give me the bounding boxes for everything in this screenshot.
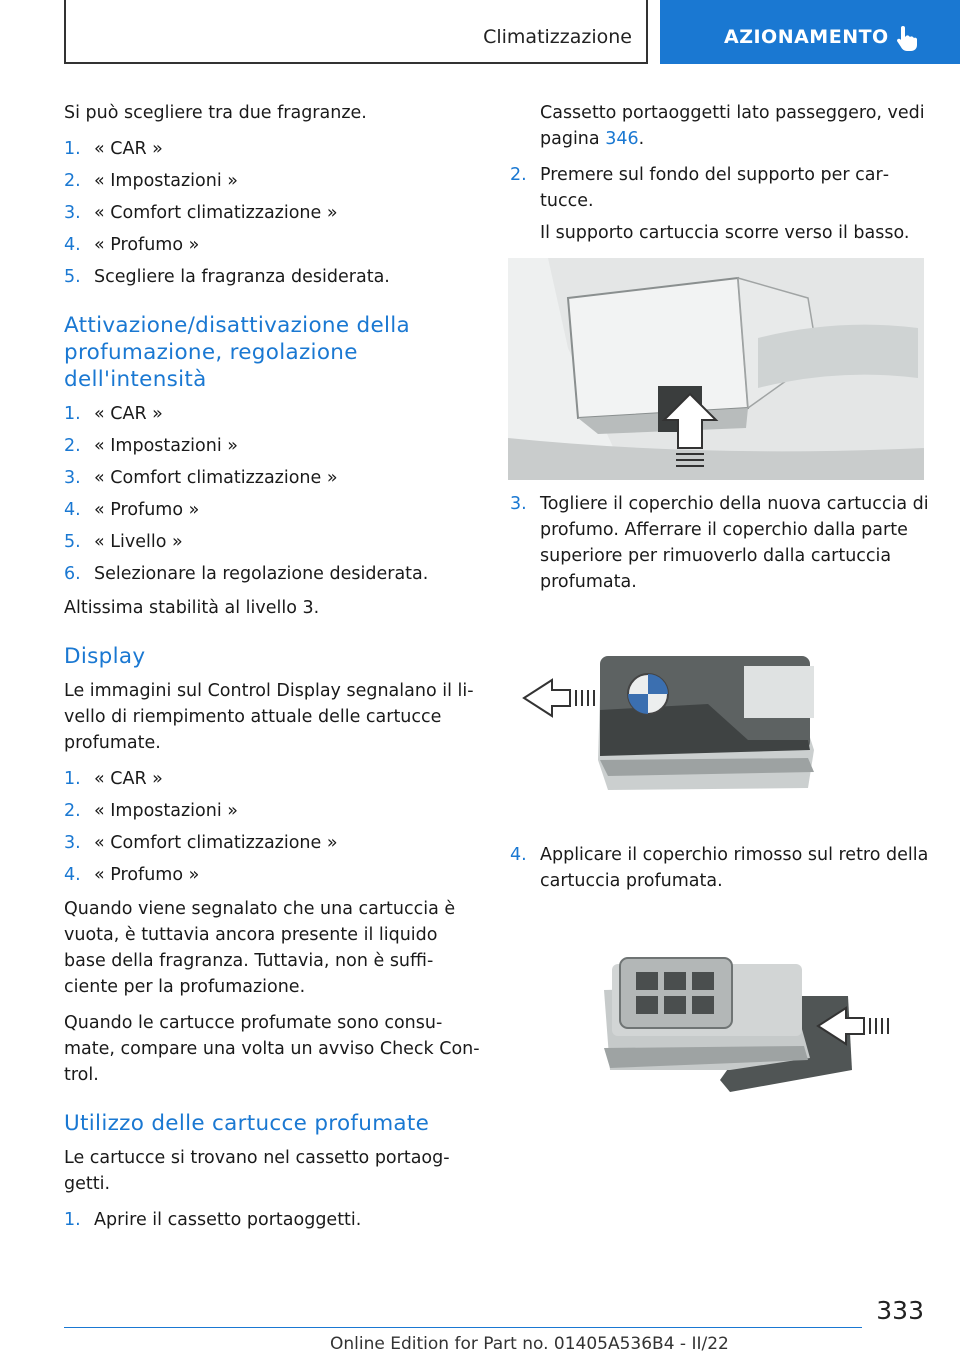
list-item: 1. Aprire il cassetto portaoggetti. bbox=[64, 1210, 362, 1230]
right-column-step4 bbox=[510, 842, 930, 900]
list-item: 3. « Comfort climatizzazione » bbox=[64, 203, 338, 223]
page-number: 333 bbox=[876, 1296, 924, 1325]
list-item: 1. « CAR » bbox=[64, 139, 163, 159]
heading-display: Display bbox=[64, 644, 146, 669]
section-title: AZIONAMENTO bbox=[724, 26, 889, 48]
heading-cartridge-use: Utilizzo delle cartucce profumate bbox=[64, 1111, 430, 1136]
list-item: 1. « CAR » bbox=[64, 404, 163, 424]
left-column bbox=[64, 100, 480, 1241]
list-item: 4. Applicare il coperchio rimosso sul retro della cartuccia profumata. bbox=[510, 845, 929, 891]
header-chapter-box bbox=[64, 0, 648, 64]
heading-activation: Attivazione/disattivazione della profumazione, regolazione dell'intensità bbox=[64, 313, 410, 392]
step2-result: Il supporto cartuccia scorre verso il basso. bbox=[540, 223, 910, 243]
right-column bbox=[510, 100, 930, 256]
cartridge-steps bbox=[64, 1207, 480, 1233]
list-item: 2. « Impostazioni » bbox=[64, 171, 238, 191]
consumed-cartridge-note: Quando le cartucce profumate sono consumate, compare una volta un avviso Check Control. bbox=[64, 1013, 480, 1085]
chapter-title: Climatizzazione bbox=[483, 26, 632, 48]
list-item: 2. « Impostazioni » bbox=[64, 436, 238, 456]
fragrance-intro: Si può scegliere tra due fragranze. bbox=[64, 103, 367, 123]
select-fragrance-steps bbox=[64, 136, 480, 290]
list-item: 2. « Impostazioni » bbox=[64, 801, 238, 821]
header-section-box bbox=[660, 0, 960, 64]
list-item: 5. « Livello » bbox=[64, 532, 183, 552]
pointing-hand-icon bbox=[892, 24, 920, 52]
list-item: 3. « Comfort climatizzazione » bbox=[64, 833, 338, 853]
cartridge-location: Le cartucce si trovano nel cassetto portaoggetti. bbox=[64, 1148, 450, 1194]
activation-steps bbox=[64, 401, 480, 587]
display-description: Le immagini sul Control Display segnalano il livello di riempimento attuale delle cartucce profumate. bbox=[64, 681, 474, 753]
list-item: 3. « Comfort climatizzazione » bbox=[64, 468, 338, 488]
glovebox-holder-illustration bbox=[508, 258, 924, 480]
empty-cartridge-note: Quando viene segnalato che una cartuccia è vuota, è tuttavia ancora presente il liquido base della fragranza. Tuttavia, non è sufficiente per la profumazione. bbox=[64, 899, 456, 997]
list-item: 2. Premere sul fondo del supporto per cartucce. bbox=[510, 165, 890, 211]
page-link[interactable]: 346 bbox=[605, 129, 639, 149]
right-column-step3 bbox=[510, 491, 930, 601]
list-item: 4. « Profumo » bbox=[64, 235, 200, 255]
list-item: 4. « Profumo » bbox=[64, 500, 200, 520]
apply-cover-illustration bbox=[590, 950, 910, 1100]
list-item: 3. Togliere il coperchio della nuova cartuccia di profumo. Afferrare il coperchio dalla parte superiore per rimuoverlo dalla cartuccia profumata. bbox=[510, 494, 929, 592]
step1-continuation: Cassetto portaoggetti lato passeggero, vedi pagina 346. bbox=[540, 103, 925, 149]
list-item: 4. « Profumo » bbox=[64, 865, 200, 885]
footer-edition-text: Online Edition for Part no. 01405A536B4 - II/22 bbox=[330, 1334, 729, 1354]
list-item: 1. « CAR » bbox=[64, 769, 163, 789]
footer-divider bbox=[64, 1327, 862, 1328]
stability-note: Altissima stabilità al livello 3. bbox=[64, 598, 320, 618]
list-item: 6. Selezionare la regolazione desiderata. bbox=[64, 564, 429, 584]
list-item: 5. Scegliere la fragranza desiderata. bbox=[64, 267, 390, 287]
display-steps bbox=[64, 766, 480, 888]
remove-cover-illustration bbox=[508, 640, 924, 800]
